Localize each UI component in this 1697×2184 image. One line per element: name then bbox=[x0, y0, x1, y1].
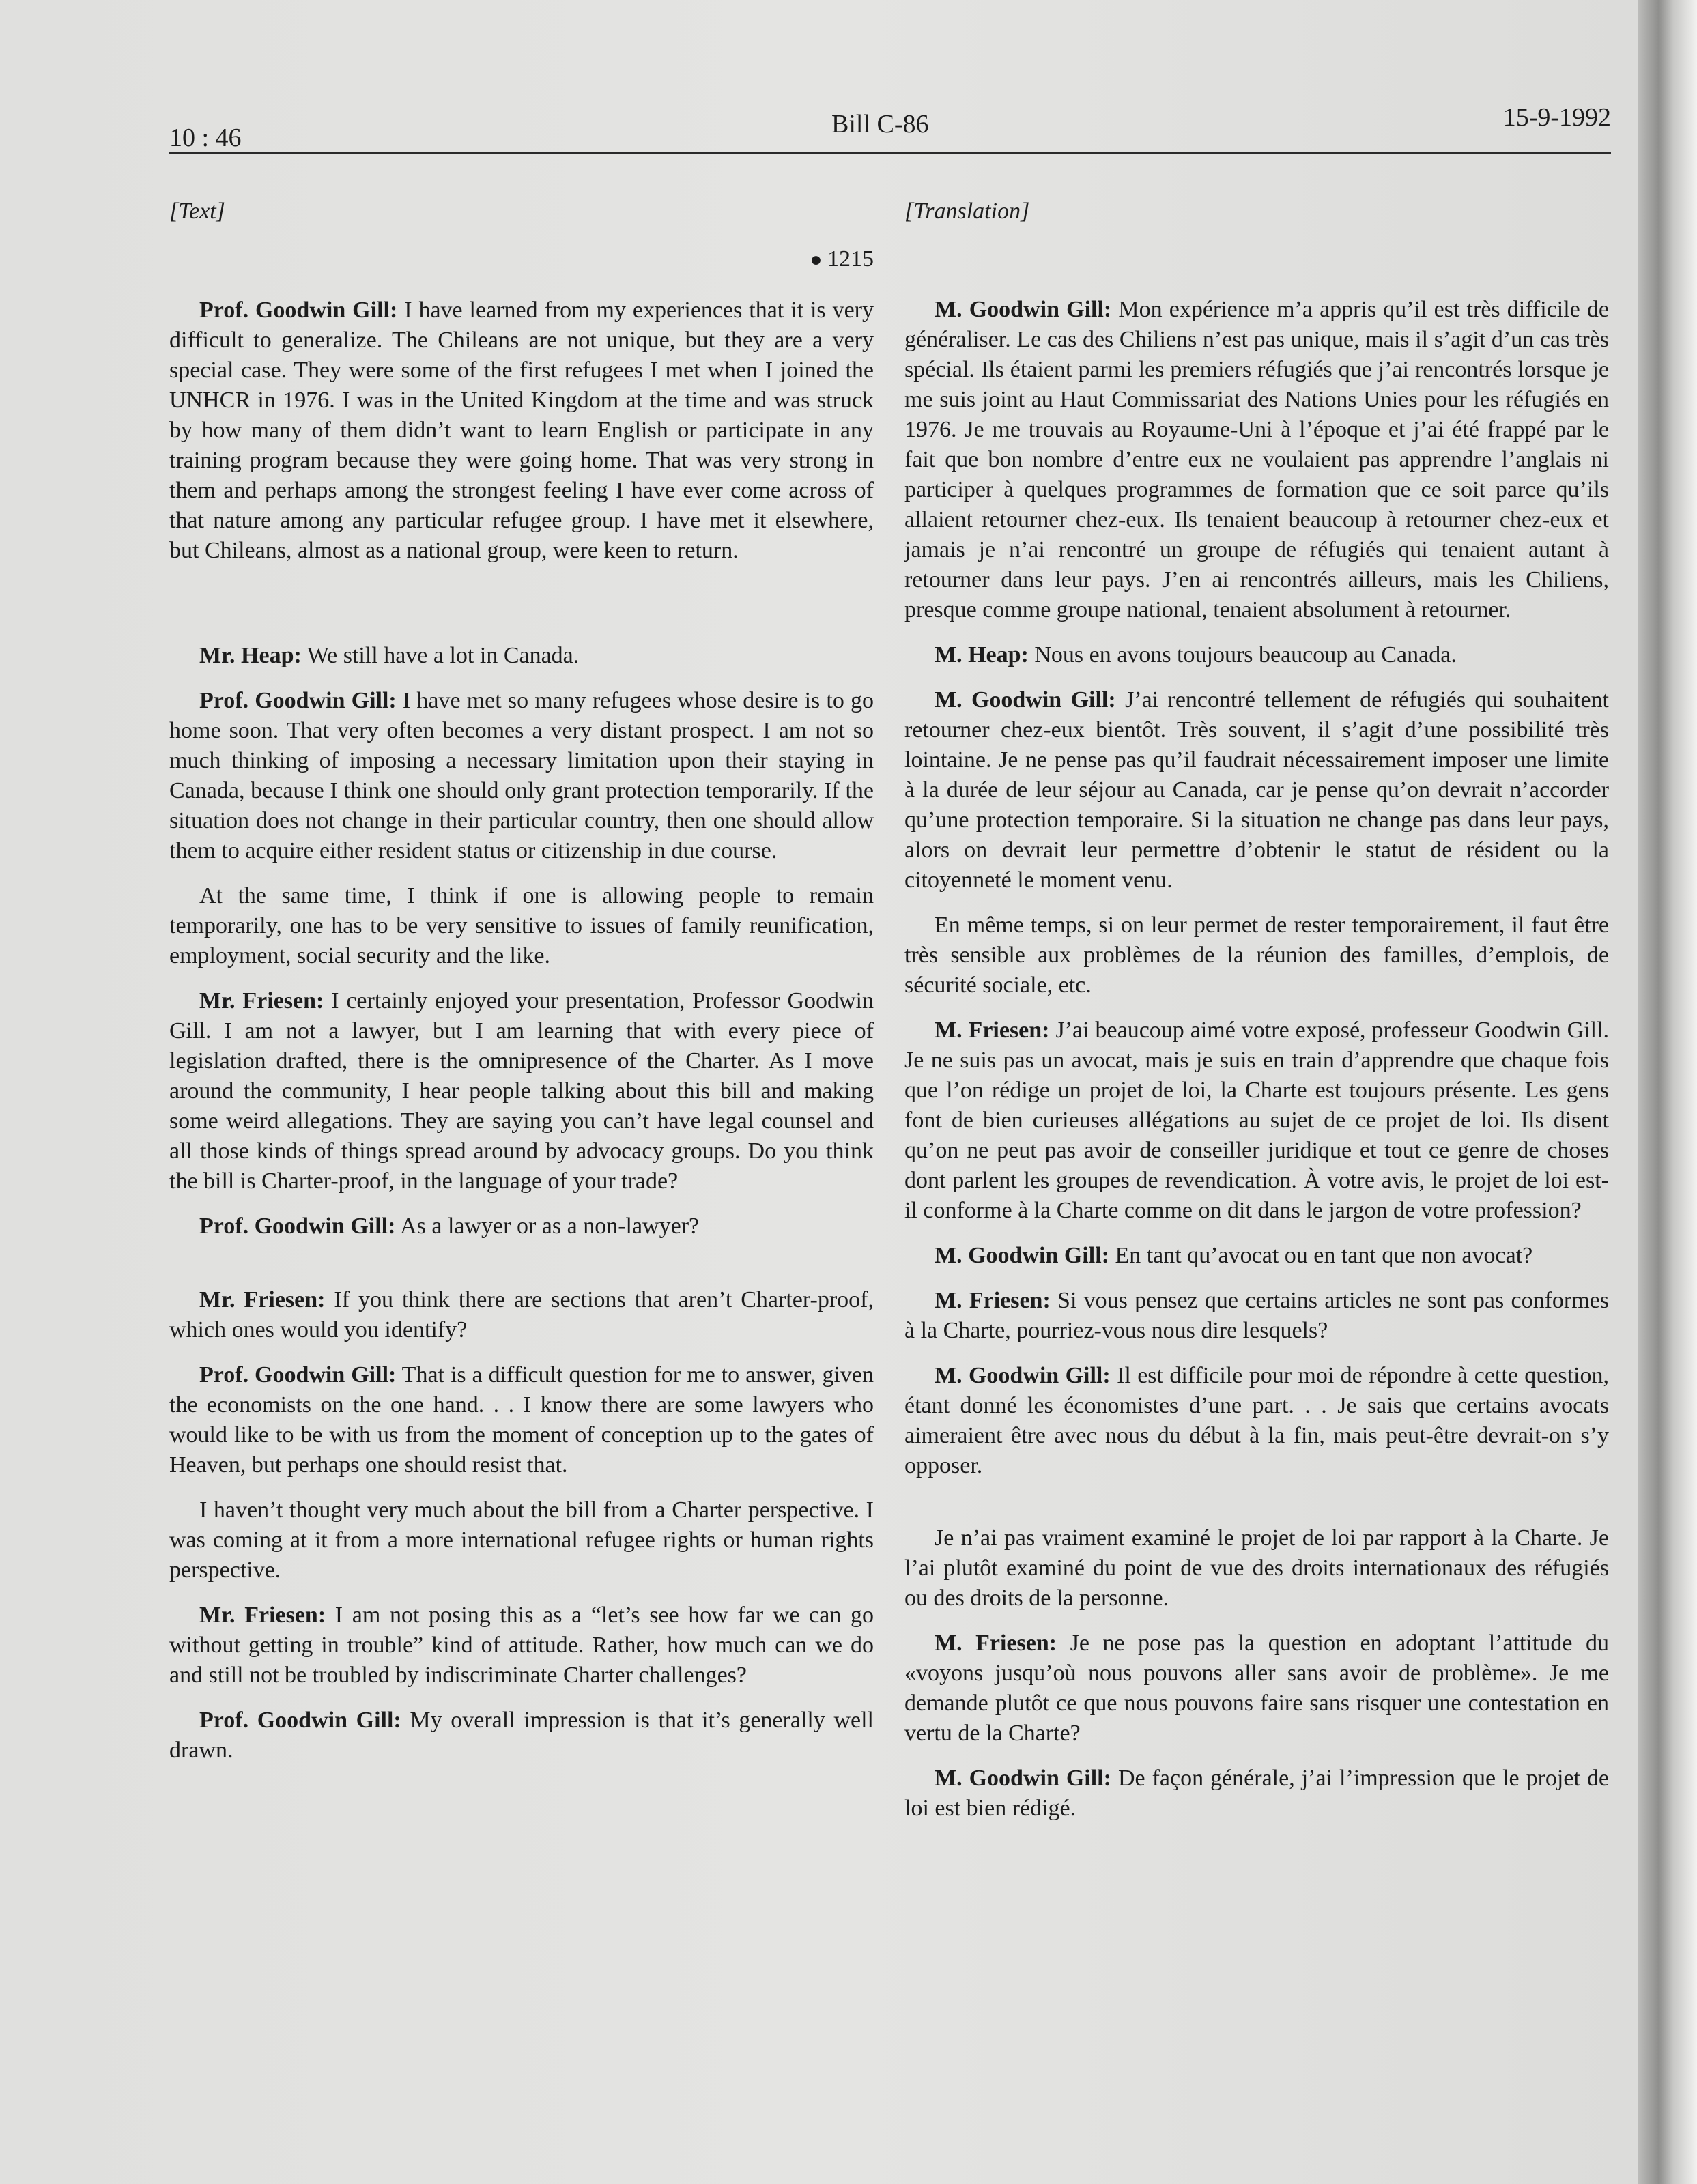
speech: En tant qu’avocat ou en tant que non avocat? bbox=[1109, 1243, 1533, 1268]
paragraph bbox=[169, 296, 874, 566]
speaker: M. Friesen: bbox=[935, 1630, 1057, 1656]
bill-title: Bill C-86 bbox=[831, 110, 929, 139]
column-heading: [Text] bbox=[169, 199, 225, 224]
speech: That is a difficult question for me to answer, given the economists on the one hand. . . I know there are some lawyers who would like to be with us from the moment of conception up to the gates of Heaven, but perhaps one should resist that. bbox=[169, 1362, 874, 1478]
paragraph bbox=[169, 1211, 874, 1241]
speaker: M. Goodwin Gill: bbox=[935, 297, 1112, 322]
speaker: Prof. Goodwin Gill: bbox=[199, 1362, 397, 1388]
speaker: Mr. Friesen: bbox=[199, 1287, 326, 1312]
speech: As a lawyer or as a non-lawyer? bbox=[395, 1213, 700, 1239]
speaker: M. Heap: bbox=[935, 642, 1029, 667]
paragraph bbox=[169, 641, 874, 671]
paragraph bbox=[904, 295, 1609, 625]
speaker: Mr. Friesen: bbox=[199, 988, 324, 1014]
time-marker bbox=[169, 244, 874, 275]
speech: I haven’t thought very much about the bill from a Charter perspective. I was coming at it from a more international refugee rights or human rights perspective. bbox=[169, 1497, 874, 1583]
paragraph bbox=[904, 1764, 1609, 1824]
speech: J’ai rencontré tellement de réfugiés qui souhaitent retourner chez-eux bientôt. Très souvent, il s’agit d’une possibilité très lointaine. Je ne pense pas qu’il faudrait nécessairement imposer une limite à la durée de leur séjour au Canada, car je pense qu’on devrait n’accorder qu’une protection temporaire. Si la situation ne change pas dans leur pays, alors on devrait leur permettre d’obtenir le statut de résident ou la citoyenneté le moment venu. bbox=[904, 687, 1609, 893]
speaker: M. Goodwin Gill: bbox=[935, 1243, 1109, 1268]
speaker: Prof. Goodwin Gill: bbox=[199, 1213, 396, 1239]
paragraph bbox=[169, 686, 874, 866]
speaker: M. Friesen: bbox=[935, 1018, 1050, 1043]
paragraph bbox=[904, 1286, 1609, 1346]
paragraph bbox=[904, 640, 1609, 670]
paragraph bbox=[169, 1600, 874, 1691]
speaker: Prof. Goodwin Gill: bbox=[199, 1708, 401, 1733]
paragraph bbox=[904, 1241, 1609, 1271]
speech: I am not posing this as a “let’s see how far we can go without getting in trouble” kind of attitude. Rather, how much can we do and still not be troubled by indiscriminate Charter challenges? bbox=[169, 1603, 874, 1688]
speech: At the same time, I think if one is allowing people to remain temporarily, one has to be very sensitive to issues of family reunification, employment, social security and the like. bbox=[169, 883, 874, 968]
paragraph bbox=[169, 1360, 874, 1480]
speaker: Prof. Goodwin Gill: bbox=[199, 688, 397, 713]
speech: J’ai beaucoup aimé votre exposé, professeur Goodwin Gill. Je ne suis pas un avocat, mais je suis en train d’apprendre que chaque fois que l’on rédige un projet de loi, la Charte est toujours présente. Les gens font de bien curieuses allégations au sujet de ce projet de loi. Ils disent qu’on ne peut pas avoir de conseiller juridique et tout ce genre de choses dont parlent les groupes de revendication. À votre avis, le projet de loi est-il conforme à la Charte comme on dit dans le jargon de votre profession? bbox=[904, 1018, 1609, 1223]
speech: De façon générale, j’ai l’impression que le projet de loi est bien rédigé. bbox=[904, 1766, 1609, 1821]
paragraph bbox=[904, 1523, 1609, 1613]
speech: My overall impression is that it’s generally well drawn. bbox=[169, 1708, 874, 1763]
speech: Je n’ai pas vraiment examiné le projet de loi par rapport à la Charte. Je l’ai plutôt examiné du point de vue des droits internationaux des réfugiés ou des droits de la personne. bbox=[904, 1525, 1609, 1611]
speech: En même temps, si on leur permet de rester temporairement, il faut être très sensible aux problèmes de la réunion des familles, d’emplois, de sécurité sociale, etc. bbox=[904, 913, 1609, 998]
paragraph bbox=[904, 1361, 1609, 1481]
paragraph bbox=[169, 1495, 874, 1585]
speech: Si vous pensez que certains articles ne sont pas conformes à la Charte, pourriez-vous nous dire lesquels? bbox=[904, 1288, 1609, 1343]
spacer bbox=[169, 1256, 874, 1285]
paragraph bbox=[904, 685, 1609, 895]
speech: If you think there are sections that aren’t Charter-proof, which ones would you identify? bbox=[169, 1287, 874, 1342]
paragraph bbox=[904, 910, 1609, 1001]
speaker: Mr. Heap: bbox=[199, 643, 302, 668]
speaker: Prof. Goodwin Gill: bbox=[199, 298, 398, 323]
speaker: M. Friesen: bbox=[935, 1288, 1051, 1313]
paragraph bbox=[169, 986, 874, 1196]
spacer bbox=[904, 244, 1609, 295]
paragraph bbox=[169, 1285, 874, 1345]
paragraph bbox=[169, 881, 874, 971]
speech: Mon expérience m’a appris qu’il est très difficile de généraliser. Le cas des Chiliens n’est pas unique, mais il s’agit d’un cas très spécial. Ils étaient parmi les premiers réfugiés que j’ai rencontrés lorsque je me suis joint au Haut Commissariat des Nations Unies pour les réfugiés en 1976. Je me trouvais au Royaume-Uni à l’époque et j’ai été frappé par le fait que bon nombre d’entre eux ne voulaient pas apprendre l’anglais ni participer à quelques programmes de formation que ce soit parce qu’ils allaient retourner chez-eux. Ils tenaient beaucoup à retourner chez-eux et jamais je n’ai rencontré un groupe de réfugiés qui tenaient autant à retourner dans leur pays. J’en ai rencontrés ailleurs, mais les Chiliens, presque comme groupe national, tenaient absolument à retourner. bbox=[904, 297, 1609, 622]
speaker: Mr. Friesen: bbox=[199, 1603, 326, 1628]
speech: We still have a lot in Canada. bbox=[301, 643, 580, 668]
speech: Nous en avons toujours beaucoup au Canada. bbox=[1028, 642, 1457, 667]
paragraph bbox=[169, 1706, 874, 1766]
column-heading: [Translation] bbox=[904, 199, 1030, 224]
speech: I have met so many refugees whose desire is to go home soon. That very often becomes a very distant prospect. I am not so much thinking of imposing a necessary limitation upon their staying in Canada, because I think one should only grant protection temporarily. If the situation does not change in their particular country, then one should allow them to acquire either resident status or citizenship in due course. bbox=[169, 688, 874, 863]
bullet-icon: ● bbox=[810, 248, 827, 271]
spacer bbox=[904, 1496, 1609, 1523]
page-date: 15-9-1992 bbox=[1502, 103, 1611, 132]
speech: Il est difficile pour moi de répondre à cette question, étant donné les économistes d’une part. . . Je sais que certains avocats aimeraient être avec nous du début à la fin, mais peut-être devrait-on s’y opposer. bbox=[904, 1363, 1609, 1478]
speech: I certainly enjoyed your presentation, Professor Goodwin Gill. I am not a lawyer, but I am learning that with every piece of legislation drafted, there is the omnipresence of the Charter. As I move around the community, I hear people talking about this bill and making some weird allegations. They are saying you can’t have legal counsel and all those kinds of things spread around by advocacy groups. Do you think the bill is Charter-proof, in the language of your trade? bbox=[169, 988, 874, 1194]
speech: I have learned from my experiences that it is very difficult to generalize. The Chileans are not unique, but they are a very special case. They were some of the first refugees I met when I joined the UNHCR in 1976. I was in the United Kingdom at the time and was struck by how many of them didn’t want to learn English or participate in any training program because they were going home. That was very strong in them and perhaps among the strongest feeling I have ever come across of that nature among any particular refugee group. I have met it elsewhere, but Chileans, almost as a national group, were keen to return. bbox=[169, 298, 874, 563]
spacer bbox=[169, 581, 874, 641]
paragraph bbox=[904, 1016, 1609, 1226]
paragraph bbox=[904, 1628, 1609, 1749]
speaker: M. Goodwin Gill: bbox=[935, 687, 1116, 713]
page-header bbox=[169, 102, 1611, 154]
time-text: 1215 bbox=[827, 246, 874, 272]
speaker: M. Goodwin Gill: bbox=[935, 1766, 1111, 1791]
french-column bbox=[904, 197, 1609, 1839]
page-binding-edge bbox=[1638, 0, 1697, 2184]
page-number: 10 : 46 bbox=[169, 124, 242, 152]
speech: Je ne pose pas la question en adoptant l’attitude du «voyons jusqu’où nous pouvons aller sans avoir de problème». Je me demande plutôt ce que nous pouvons faire sans risquer une contestation en vertu de la Charte? bbox=[904, 1630, 1609, 1746]
english-column bbox=[169, 197, 874, 1781]
speaker: M. Goodwin Gill: bbox=[935, 1363, 1111, 1388]
